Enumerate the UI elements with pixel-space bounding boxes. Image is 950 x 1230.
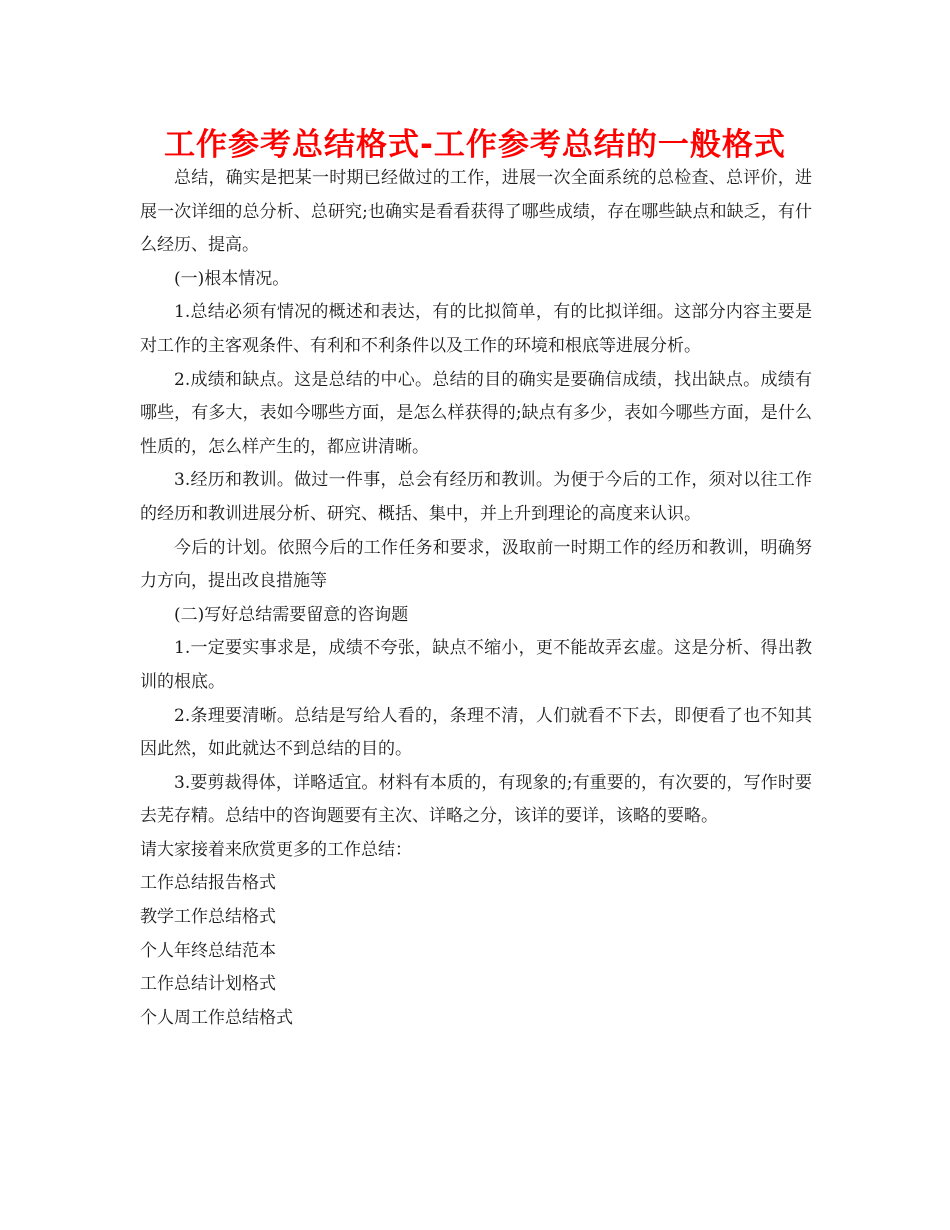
paragraph-note-3: 3.要剪裁得体，详略适宜。材料有本质的，有现象的;有重要的，有次要的，写作时要去芜存精。总结中的咨询题要有主次、详略之分，该详的要详，该略的要略。	[140, 772, 812, 827]
link-weekly-summary[interactable]: 个人周工作总结格式	[140, 1007, 293, 1028]
document-title: 工作参考总结格式-工作参考总结的一般格式	[164, 127, 786, 163]
paragraph-plan: 今后的计划。依照今后的工作任务和要求，汲取前一时期工作的经历和教训，明确努力方向，提出改良措施等	[140, 537, 812, 592]
paragraph-point-2: 2.成绩和缺点。这是总结的中心。总结的目的确实是要确信成绩，找出缺点。成绩有哪些，有多大，表如今哪些方面，是怎么样获得的;缺点有多少，表如今哪些方面，是什么性质的，怎么样产生的，都应讲清晰。	[140, 369, 812, 457]
link-teaching-summary[interactable]: 教学工作总结格式	[140, 907, 276, 928]
paragraph-intro: 总结，确实是把某一时期已经做过的工作，进展一次全面系统的总检查、总评价，进展一次详细的总分析、总研究;也确实是看看获得了哪些成绩，存在哪些缺点和缺乏，有什么经历、提高。	[140, 168, 812, 256]
document-body	[140, 162, 812, 1035]
paragraph-note-1: 1.一定要实事求是，成绩不夸张，缺点不缩小，更不能故弄玄虚。这是分析、得出教训的根底。	[140, 638, 812, 692]
paragraph-note-2: 2.条理要清晰。总结是写给人看的，条理不清，人们就看不下去，即便看了也不知其因此然，如此就达不到总结的目的。	[140, 705, 812, 760]
section-heading-notes: (二)写好总结需要留意的咨询题	[174, 604, 409, 625]
link-work-summary-report[interactable]: 工作总结报告格式	[140, 873, 276, 894]
paragraph-point-1: 1.总结必须有情况的概述和表达，有的比拟简单，有的比拟详细。这部分内容主要是对工作的主客观条件、有利和不利条件以及工作的环境和根底等进展分析。	[140, 302, 812, 356]
paragraph-point-3: 3.经历和教训。做过一件事，总会有经历和教训。为便于今后的工作，须对以往工作的经历和教训进展分析、研究、概括、集中，并上升到理论的高度来认识。	[140, 470, 812, 524]
link-annual-summary[interactable]: 个人年终总结范本	[140, 940, 276, 961]
more-summaries-intro: 请大家接着来欣赏更多的工作总结：	[140, 839, 412, 860]
link-summary-plan[interactable]: 工作总结计划格式	[140, 974, 276, 995]
section-heading-basic: (一)根本情况。	[174, 268, 290, 289]
